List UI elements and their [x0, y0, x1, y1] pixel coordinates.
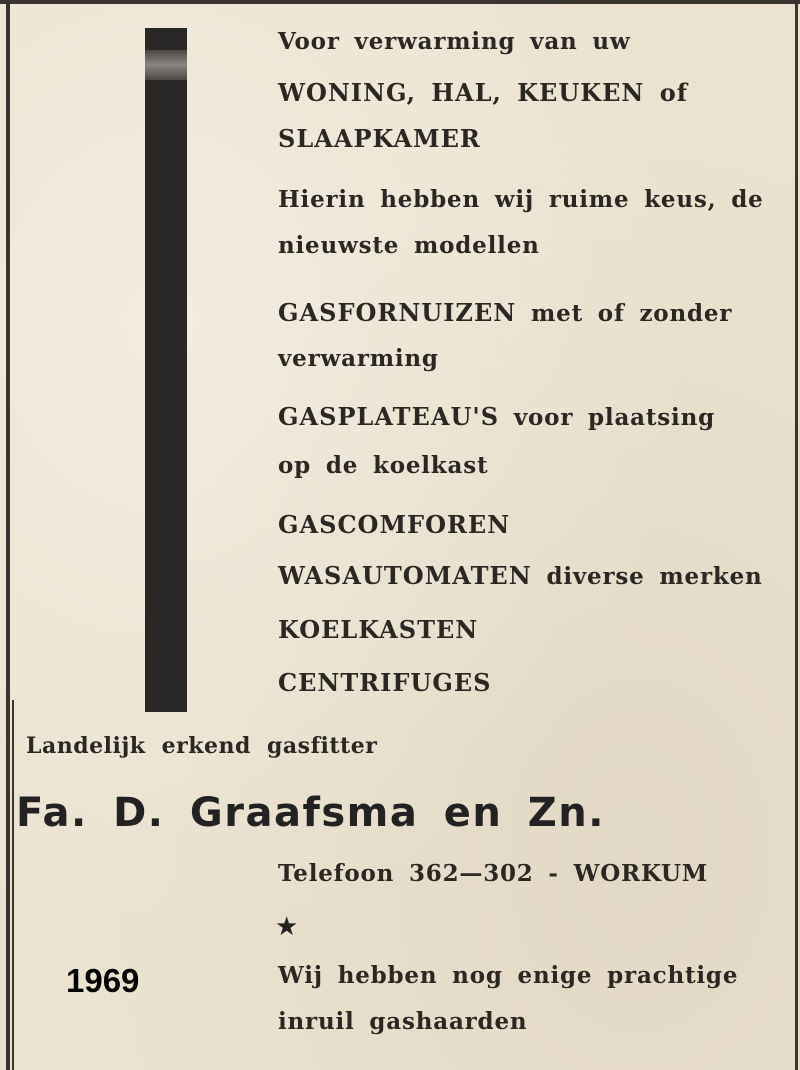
- item-gasfornuizen-line-2: verwarming: [278, 345, 439, 372]
- item-gasfornuizen-rest: met of zonder: [531, 300, 733, 327]
- item-gascomforen: GASCOMFOREN: [278, 510, 511, 539]
- choice-line-2: nieuwste modellen: [278, 232, 540, 259]
- decorative-black-bar: [145, 28, 187, 712]
- item-wasautomaten: [278, 561, 763, 590]
- year-label: 1969: [66, 962, 140, 999]
- top-rule: [0, 0, 800, 4]
- decorative-bar-highlight: [145, 50, 187, 80]
- offer-line-2: inruil gashaarden: [278, 1008, 528, 1035]
- rooms-line-2: SLAAPKAMER: [278, 124, 481, 153]
- item-gasplateaus-rest: voor plaatsing: [513, 404, 715, 431]
- offer-line-1: Wij hebben nog enige prachtige: [278, 962, 739, 989]
- item-koelkasten: KOELKASTEN: [278, 615, 479, 644]
- item-gasplateaus-line-2: op de koelkast: [278, 452, 489, 479]
- item-gasfornuizen-name: GASFORNUIZEN: [278, 298, 517, 327]
- star-icon: ★: [275, 912, 299, 942]
- intro-line: Voor verwarming van uw: [278, 28, 631, 55]
- item-gasplateaus: [278, 402, 715, 431]
- item-wasautomaten-name: WASAUTOMATEN: [278, 561, 532, 590]
- rooms-line-1: WONING, HAL, KEUKEN of: [278, 78, 689, 107]
- right-rule: [795, 0, 798, 1070]
- item-centrifuges: CENTRIFUGES: [278, 668, 492, 697]
- gasfitter-line: Landelijk erkend gasfitter: [26, 733, 378, 759]
- item-gasplateaus-name: GASPLATEAU'S: [278, 402, 500, 431]
- item-gasfornuizen: [278, 298, 732, 327]
- phone-line: Telefoon 362—302 - WORKUM: [278, 860, 709, 887]
- left-rule-inner: [12, 700, 14, 1070]
- company-name: Fa. D. Graafsma en Zn.: [16, 790, 605, 836]
- left-rule: [6, 0, 10, 1070]
- choice-line-1: Hierin hebben wij ruime keus, de: [278, 186, 764, 213]
- item-wasautomaten-rest: diverse merken: [546, 563, 763, 590]
